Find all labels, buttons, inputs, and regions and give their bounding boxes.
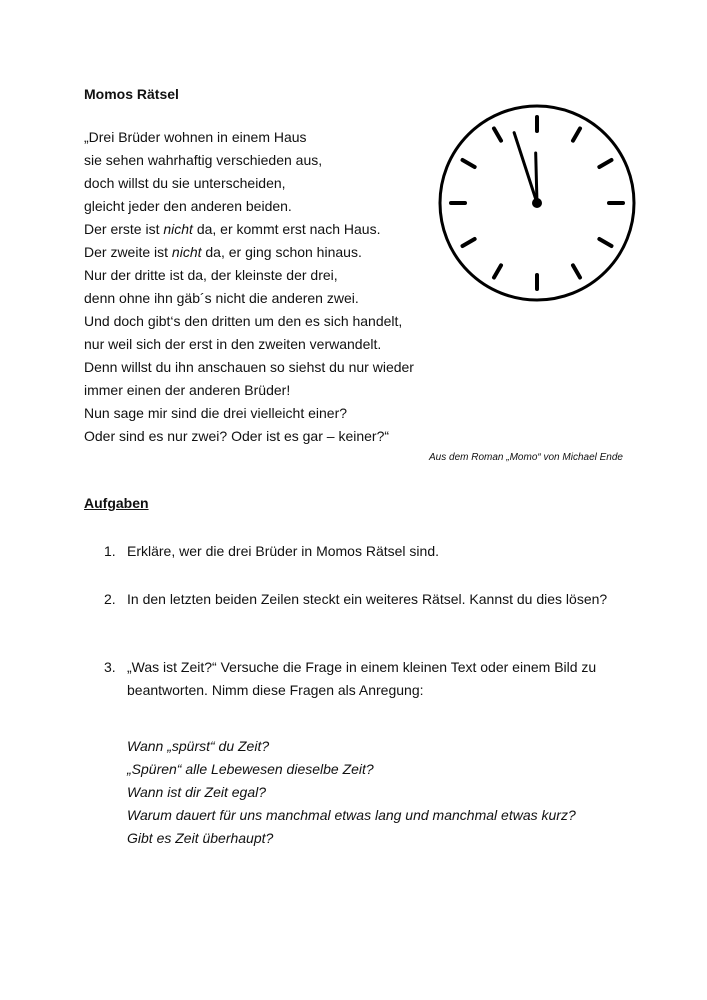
poem-line: Denn willst du ihn anschauen so siehst du nur wieder [84,359,414,375]
question-list [127,735,647,850]
task-number: 3. [104,659,116,675]
poem-line: immer einen der anderen Brüder! [84,382,291,398]
task-number: 1. [104,543,116,559]
poem-line: Und doch gibt‘s den dritten um den es sich handelt, [84,313,403,329]
source-citation: Aus dem Roman „Momo“ von Michael Ende [429,452,623,463]
poem [84,126,464,448]
task-text: „Was ist Zeit?“ Versuche die Frage in einem kleinen Text oder einem Bild zu beantworten. Nimm diese Fragen als Anregung: [127,659,597,698]
poem-line: „Drei Brüder wohnen in einem Haus [84,129,307,145]
question-item: Wann ist dir Zeit egal? [127,784,267,800]
poem-line: Der erste ist nicht da, er kommt erst nach Haus. [84,221,381,237]
task-text: In den letzten beiden Zeilen steckt ein weiteres Rätsel. Kannst du dies lösen? [127,591,608,607]
poem-line: doch willst du sie unterscheiden, [84,175,286,191]
poem-line: Oder sind es nur zwei? Oder ist es gar – keiner?“ [84,428,390,444]
clock-center [532,198,542,208]
task-number: 2. [104,591,116,607]
poem-line: sie sehen wahrhaftig verschieden aus, [84,152,323,168]
tasks-heading: Aufgaben [84,495,149,511]
poem-line: denn ohne ihn gäb´s nicht die anderen zwei. [84,290,359,306]
task-text: Erkläre, wer die drei Brüder in Momos Rätsel sind. [127,543,440,559]
question-item: Gibt es Zeit überhaupt? [127,830,274,846]
poem-line: Nun sage mir sind die drei vielleicht einer? [84,405,348,421]
page-title: Momos Rätsel [84,86,179,102]
question-item: „Spüren“ alle Lebewesen dieselbe Zeit? [127,761,374,777]
poem-line: gleicht jeder den anderen beiden. [84,198,292,214]
poem-line: Nur der dritte ist da, der kleinste der drei, [84,267,338,283]
question-item: Warum dauert für uns manchmal etwas lang und manchmal etwas kurz? [127,807,576,823]
poem-line: nur weil sich der erst in den zweiten verwandelt. [84,336,382,352]
wall-clock-icon [437,103,637,303]
poem-line: Der zweite ist nicht da, er ging schon hinaus. [84,244,362,260]
question-item: Wann „spürst“ du Zeit? [127,738,270,754]
